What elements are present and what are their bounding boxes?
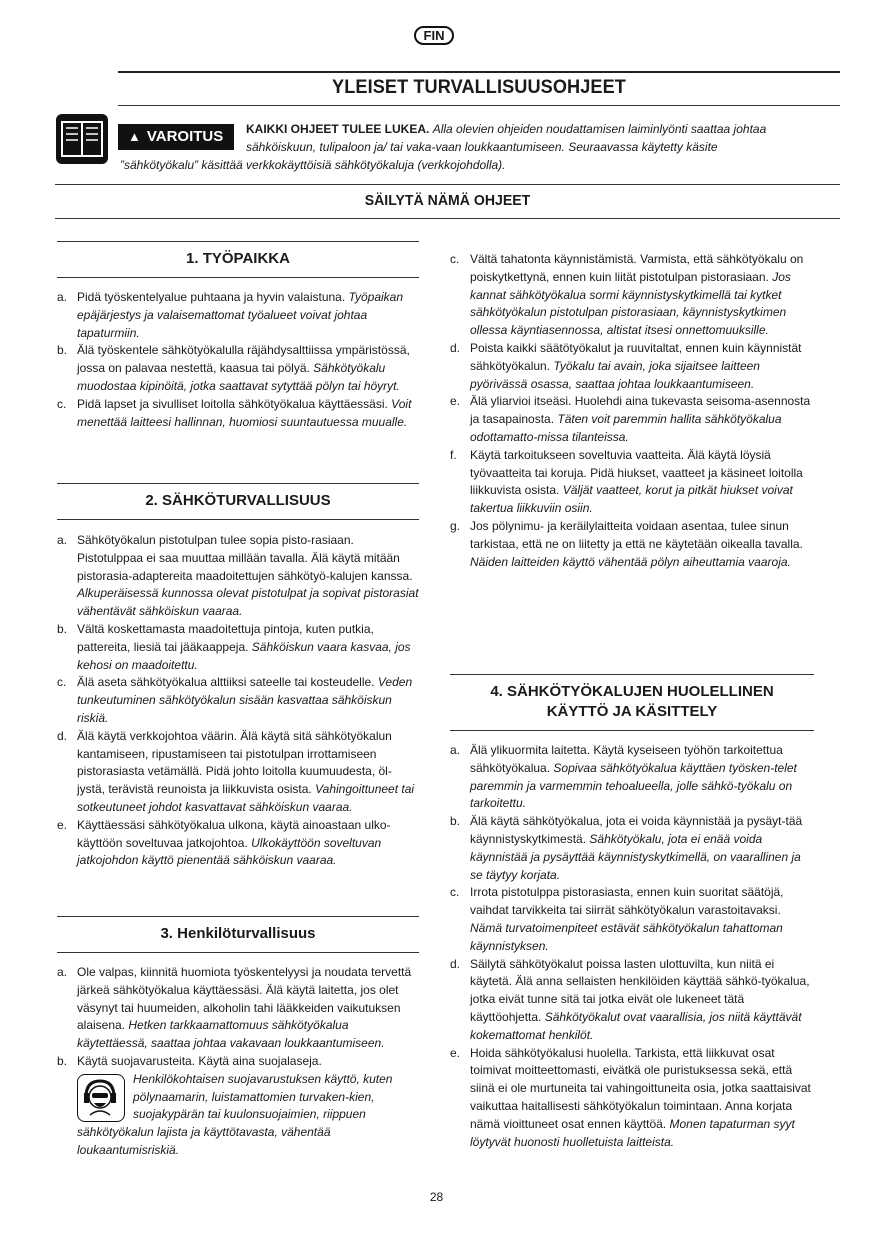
s2-bottom-rule [57, 519, 419, 520]
section-3-title: 3. Henkilöturvallisuus [160, 925, 316, 942]
protective-gear-icon [77, 1074, 125, 1122]
warning-badge-label: VAROITUS [146, 128, 224, 145]
s1-top-rule [57, 241, 419, 242]
section-4-title-line-1: 4. SÄHKÖTYÖKALUJEN HUOLELLINEN [490, 683, 774, 700]
list-item: a. Ole valpas, kiinnitä huomiota työskentelyysi ja noudata tervettä järkeä sähkötyökalua käyttäessäsi. Älä käytä laitetta, jos olet väsynyt tai huumeiden, alkoholin tahi lääkkeiden vaikutuksen alaisena. Hetken tarkkaamattomuus sähkötyökalua käytettäessä, saattaa johtaa vakavaan loukkaantumiseen. [57, 965, 412, 1051]
list-item: c. Älä aseta sähkötyökalua alttiiksi sateelle tai kosteudelle. Veden tunkeutuminen sähkötyökalun sisään kasvattaa sähköiskun riskiä. [57, 675, 413, 725]
save-bottom-rule [55, 218, 840, 219]
section-1-list [57, 289, 419, 431]
s4-top-rule [450, 674, 814, 675]
page-title: YLEISET TURVALLISUUSOHJEET [332, 76, 626, 98]
list-item: c. Vältä tahatonta käynnistämistä. Varmista, että sähkötyökalu on poiskytkettynä, ennen kuin liität pistotulpan pistorasiaan. Jos kannat sähkötyökalua sormi käynnistyskytkimellä tai kytket sähkötyökalun pistotulpan pistorasiaan, käynnistyskytkimen ollessa käyntiasennossa, altistat itsesi onnettomuuksille. [450, 252, 804, 338]
list-item: d. Älä käytä verkkojohtoa väärin. Älä käytä sitä sähkötyökalun kantamiseen, ripustamiseen tai pistotulpan irrottamiseen pistorasiasta vetämällä. Pidä johto loitolla kuumuudesta, öl-jystä, terävistä reunoista ja liikkuvista osista. Vahingoittuneet tai sotkeutuneet johdot kasvattavat sähköiskun vaaraa. [57, 728, 415, 814]
s1-bottom-rule [57, 277, 419, 278]
title-top-rule [118, 71, 840, 73]
warning-text-1: Alla olevien ohjeiden noudattamisen laiminlyönti saattaa johtaa [432, 122, 767, 136]
section-4-list [450, 742, 814, 1151]
warning-lead: KAIKKI OHJEET TULEE LUKEA. [246, 122, 430, 136]
list-item: b. Käytä suojavarusteita. Käytä aina suojalaseja. Henkilökohtaisen suojavarustuksen käyttö, kuten pölynaamarin, luistamattomien turvaken-kien, suojakypärän tai kuulonsuojaimien, riippuen sähkötyökalun lajista ja käyttötavasta, vähentää loukaantumisriskiä. [57, 1053, 393, 1157]
warning-text-2: sähköiskuun, tulipaloon ja/ tai vaka-vaan loukkaantumiseen. Seuraavassa käytetty käsite [246, 140, 718, 154]
warning-badge [118, 124, 234, 150]
section-1-title: 1. TYÖPAIKKA [186, 250, 290, 267]
section-3-list-right [450, 251, 814, 571]
section-4-title [450, 682, 814, 722]
list-item: c. Pidä lapset ja sivulliset loitolla sähkötyökalua käyttäessäsi. Voit menettää laitteesi hallinnan, huomiosi suuntautuessa muualle. [57, 396, 412, 429]
list-item: e. Käyttäessäsi sähkötyökalua ulkona, käytä ainoastaan ulko-käyttöön soveltuvaa jatkojohtoa. Ulkokäyttöön soveltuvan jatkojohdon käyttö pienentää sähköiskun vaaraa. [57, 817, 391, 868]
list-item: d. Poista kaikki säätötyökalut ja ruuvitaltat, ennen kuin käynnistät sähkötyökalun. Työkalu tai avain, joka sijaitsee laitteen pyörivässä osassa, saattaa johtaa loukkaantumiseen. [450, 340, 802, 391]
warning-text-3: ”sähkötyökalu” käsittää verkkokäyttöisiä sähkötyökaluja (verkkojohdolla). [120, 158, 506, 172]
title-bottom-rule [118, 105, 840, 106]
book-icon [56, 114, 108, 164]
section-2-list [57, 532, 419, 870]
country-badge: FIN [414, 26, 454, 45]
list-item: b. Vältä koskettamasta maadoitettuja pintoja, kuten putkia, pattereita, liesiä tai jääkaappeja. Sähköiskun vaara kasvaa, jos kehosi on maadoitettu. [57, 621, 411, 672]
s3-top-rule [57, 916, 419, 917]
list-item: d. Säilytä sähkötyökalut poissa lasten ulottuvilta, kun niitä ei käytetä. Älä anna sellaisten henkilöiden käyttää sähkö-työkalua, jotka eivät tunne sitä tai jotka eivät ole lukeneet tätä käyttöohjetta. Sähkötyökalut ovat vaarallisia, jos niitä käyttävät kokemattomat henkilöt. [450, 956, 810, 1042]
list-item: a. Sähkötyökalun pistotulpan tulee sopia pisto-rasiaan. Pistotulppaa ei saa muuttaa millään tavalla. Älä käytä mitään pistorasia-adaptereita maadoitettujen sähkötyö-kalujen kanssa. Alkuperäisessä kunnossa olevat pistotulpat ja sopivat pistorasiat vähentävät sähköiskun vaaraa. [57, 533, 419, 619]
warning-triangle-icon: ▲ [128, 129, 141, 144]
section-2-title: 2. SÄHKÖTURVALLISUUS [145, 492, 331, 509]
list-item: b. Älä käytä sähkötyökalua, jota ei voida käynnistää ja pysäyt-tää käynnistyskytkimestä. Sähkötyökalu, jota ei enää voida käynnistää ja pysäyttää käynnistyskytkimellä, on vaarallinen ja se täytyy korjata. [450, 814, 803, 882]
list-item: b. Älä työskentele sähkötyökalulla räjähdysalttiissa ympäristössä, jossa on palavaa nestettä, kaasua tai pölyä. Sähkötyökalu muodostaa kipinöitä, jotka saattavat sytyttää pölyn tai höyryt. [57, 343, 410, 393]
warning-text [246, 120, 806, 156]
list-item: c. Irrota pistotulppa pistorasiasta, ennen kuin suoritat säätöjä, vaihdat tarvikkeita tai siirrät sähkötyökalun varastoitavaksi. Nämä turvatoimenpiteet estävät sähkötyökalun tahattoman käynnistyksen. [450, 885, 784, 953]
s2-top-rule [57, 483, 419, 484]
section-3-list-left [57, 964, 419, 1160]
warning-text-cont [120, 156, 810, 174]
section-4-title-line-2: KÄYTTÖ JA KÄSITTELY [546, 703, 718, 720]
s4-bottom-rule [450, 730, 814, 731]
list-item: a. Älä ylikuormita laitetta. Käytä kyseiseen työhön tarkoitettua sähkötyökalua. Sopivaa sähkötyökalua käyttäen työsken-telet paremmin ja varmemmin tehoalueella, jolle sähkö-työkalu on tarkoitettu. [450, 743, 797, 811]
page-number: 28 [429, 1190, 444, 1204]
list-item: g. Jos pölynimu- ja keräilylaitteita voidaan asentaa, tulee sinun tarkistaa, että ne on liitetty ja että ne käytetään oikealla tavalla. Näiden laitteiden käyttö vähentää pölyn aiheuttamia vaaroja. [450, 518, 803, 569]
list-item: e. Älä yliarvioi itseäsi. Huolehdi aina tukevasta seisoma-asennosta ja tasapainosta. Täten voit paremmin hallita sähkötyökalua odottamatto-missa tilanteissa. [450, 394, 811, 444]
save-instructions-title: SÄILYTÄ NÄMÄ OHJEET [364, 192, 531, 209]
list-item: a. Pidä työskentelyalue puhtaana ja hyvin valaistuna. Työpaikan epäjärjestys ja valaisemattomat työalueet voivat johtaa tapaturmiin. [57, 290, 404, 340]
list-item: f. Käytä tarkoitukseen soveltuvia vaatteita. Älä käytä löysiä työvaatteita tai koruja. Pidä hiukset, vaatteet ja käsineet loitolla liikkuvista osista. Väljät vaatteet, korut ja pitkät hiukset voivat takertua liikkuviin osiin. [450, 447, 803, 516]
save-top-rule [55, 184, 840, 185]
s3-bottom-rule [57, 952, 419, 953]
list-item: e. Hoida sähkötyökalusi huolella. Tarkista, että liikkuvat osat toimivat moitteettomasti, eivätkä ole puristuksessa sekä, että siinä ei ole murtuneita tai vahingoittuneita osia, jotka saattaisivat vaikuttaa haitallisesti sähkötyökalun toimintaan. Anna korjata nämä vioittuneet osat ennen käyttöä. Monen tapaturman syyt löytyvät huonosti huolletuista laitteista. [450, 1045, 811, 1149]
